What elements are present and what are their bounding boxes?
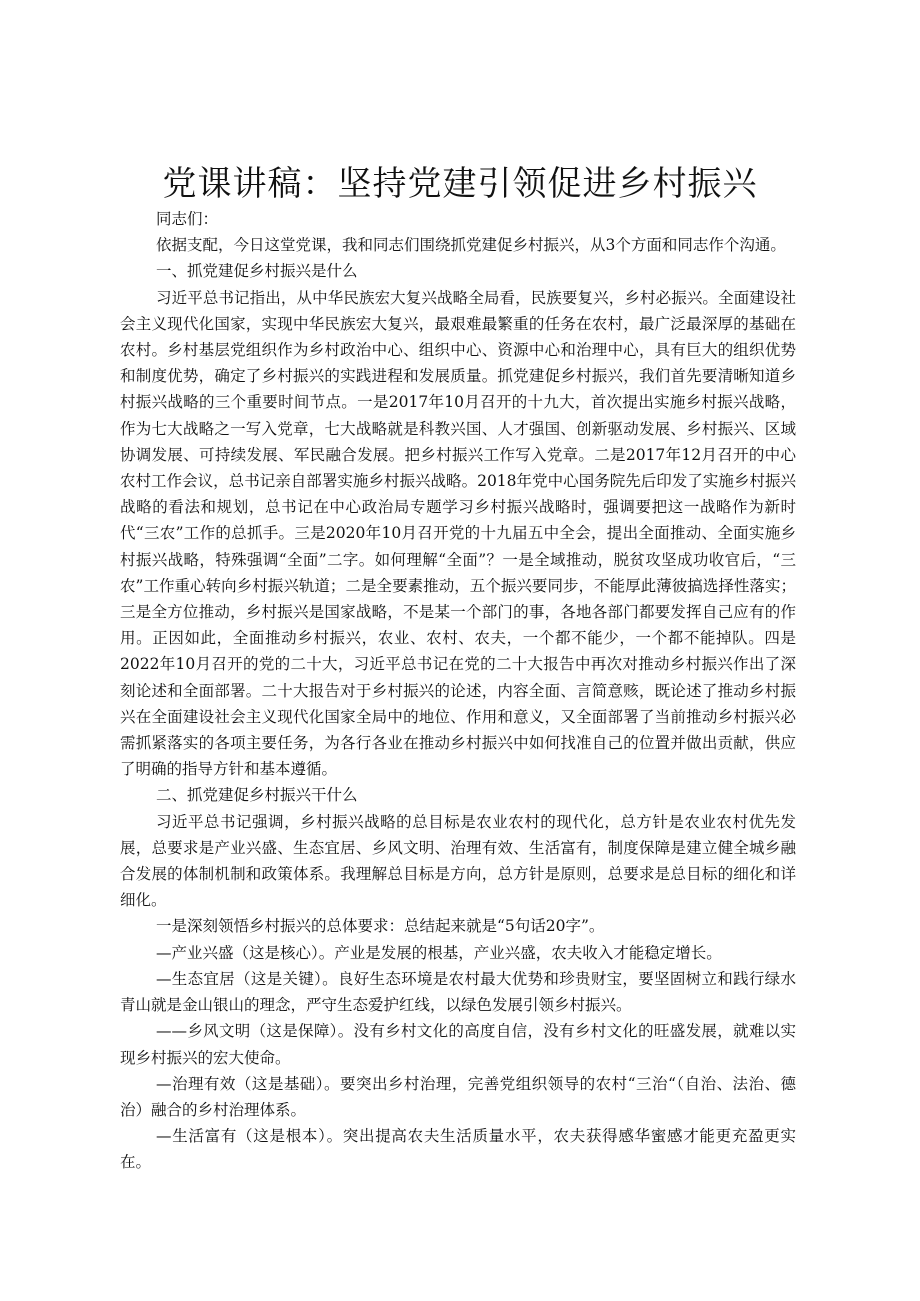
paragraph: 一是深刻领悟乡村振兴的总体要求：总结起来就是“5句话20字”。 bbox=[156, 917, 605, 936]
list-item: —生态宜居（这是关键）。良好生态环境是农村最大优势和珍贵财宝，要坚固树立和践行绿水青山就是金山银山的理念，严守生态爱护红线，以绿色发展引领乡村振兴。 bbox=[120, 969, 796, 1015]
document-body bbox=[120, 206, 796, 1176]
list-item: —生活富有（这是根本）。突出提高农夫生活质量水平，农夫获得感华蜜感才能更充盈更实在。 bbox=[120, 1127, 796, 1172]
paragraph-intro: 依据支配，今日这堂党课，我和同志们围绕抓党建促乡村振兴，从3个方面和同志作个沟通。 bbox=[156, 236, 786, 255]
document-title: 党课讲稿：坚持党建引领促进乡村振兴 bbox=[162, 164, 758, 204]
section-heading-2: 二、抓党建促乡村振兴干什么 bbox=[156, 786, 358, 805]
list-item: —产业兴盛（这是核心）。产业是发展的根基，产业兴盛，农夫收入才能稳定增长。 bbox=[156, 943, 722, 962]
list-item: —治理有效（这是基础）。要突出乡村治理，完善党组织领导的农村“三治“（自治、法治、德治）融合的乡村治理体系。 bbox=[120, 1074, 796, 1119]
paragraph: 习近平总书记强调，乡村振兴战略的总目标是农业农村的现代化，总方针是农业农村优先发展，总要求是产业兴盛、生态宜居、乡风文明、治理有效、生活富有，制度保障是建立健全城乡融合发展的体制机制和政策体系。我理解总目标是方向，总方针是原则，总要求是总目标的细化和详细化。 bbox=[120, 812, 796, 910]
salutation: 同志们： bbox=[156, 210, 219, 228]
paragraph: 习近平总书记指出，从中华民族宏大复兴战略全局看，民族要复兴，乡村必振兴。全面建设社会主义现代化国家，实现中华民族宏大复兴，最艰难最繁重的任务在农村，最广泛最深厚的基础在农村。乡村基层党组织作为乡村政治中心、组织中心、资源中心和治理中心，具有巨大的组织优势和制度优势，确定了乡村振兴的实践进程和发展质量。抓党建促乡村振兴，我们首先要清晰知道乡村振兴战略的三个重要时间节点。一是2017年10月召开的十九大，首次提出实施乡村振兴战略，作为七大战略之一写入党章，七大战略就是科教兴国、人才强国、创新驱动发展、乡村振兴、区域协调发展、可持续发展、军民融合发展。把乡村振兴工作写入党章。二是2017年12月召开的中心农村工作会议，总书记亲自部署实施乡村振兴战略。2018年党中心国务院先后印发了实施乡村振兴战略的看法和规划，总书记在中心政治局专题学习乡村振兴战略时，强调要把这一战略作为新时代“三农”工作的总抓手。三是2020年10月召开党的十九届五中全会，提出全面推动、全面实施乡村振兴战略，特殊强调“全面”二字。如何理解“全面”？一是全域推动，脱贫攻坚成功收官后，“三农”工作重心转向乡村振兴轨道；二是全要素推动，五个振兴要同步，不能厚此薄彼搞选择性落实；三是全方位推动，乡村振兴是国家战略，不是某一个部门的事，各地各部门都要发挥自己应有的作用。正因如此，全面推动乡村振兴，农业、农村、农夫，一个都不能少，一个都不能掉队。四是2022年10月召开的党的二十大，习近平总书记在党的二十大报告中再次对推动乡村振兴作出了深刻论述和全面部署。二十大报告对于乡村振兴的论述，内容全面、言简意赅，既论述了推动乡村振兴在全面建设社会主义现代化国家全局中的地位、作用和意义，又全面部署了当前推动乡村振兴必需抓紧落实的各项主要任务，为各行各业在推动乡村振兴中如何找准自己的位置并做出贡献，供应了明确的指导方针和基本遵循。 bbox=[120, 288, 796, 779]
section-heading-1: 一、抓党建促乡村振兴是什么 bbox=[156, 262, 358, 281]
list-item: ——乡风文明（这是保障）。没有乡村文化的高度自信，没有乡村文化的旺盛发展，就难以实现乡村振兴的宏大使命。 bbox=[120, 1022, 796, 1067]
